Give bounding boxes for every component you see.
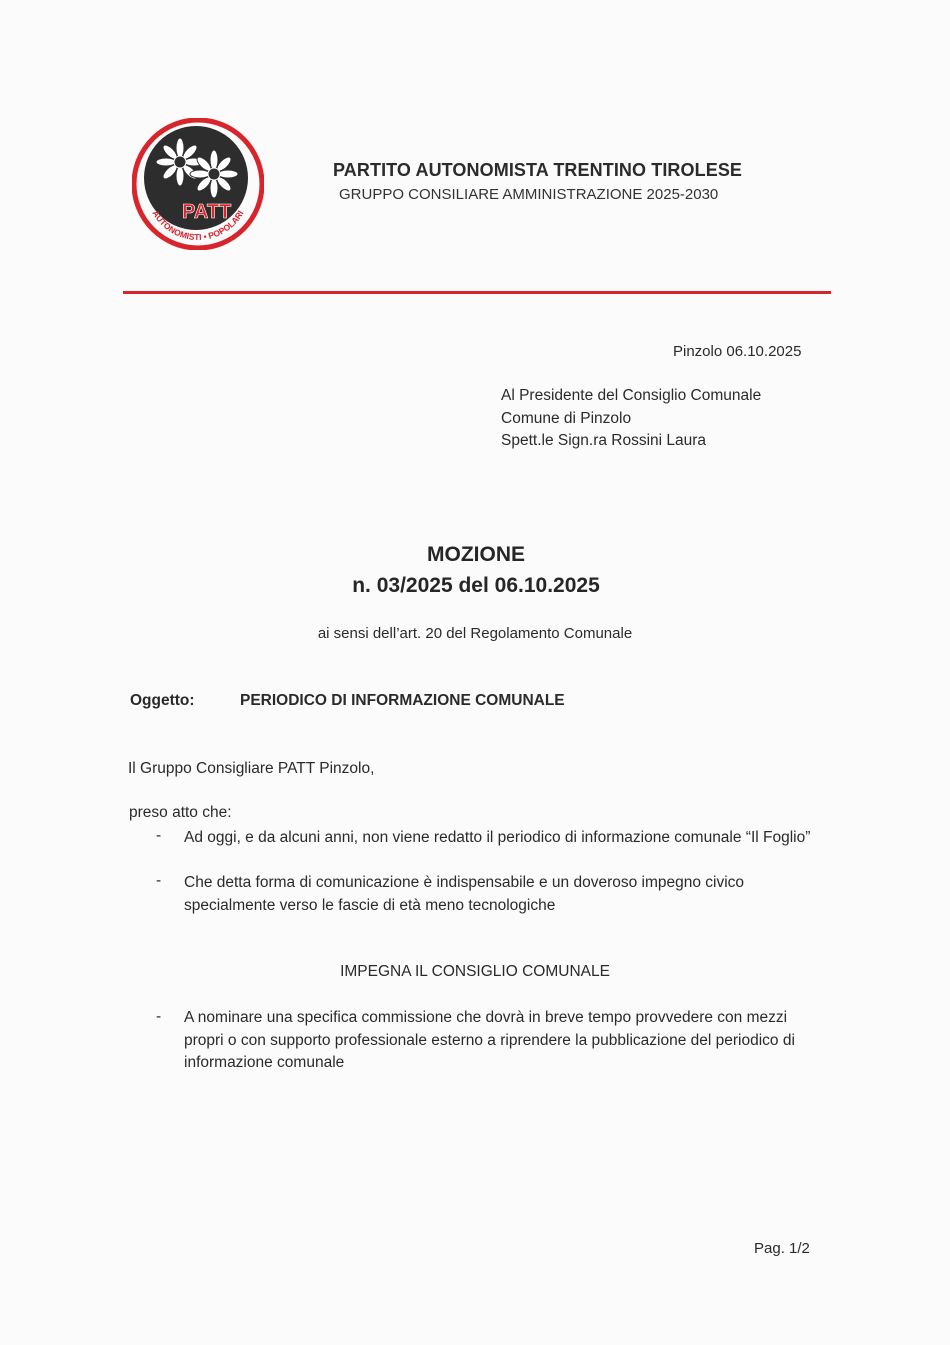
- recipient-line: Spett.le Sign.ra Rossini Laura: [501, 432, 707, 449]
- subject-label: Oggetto:: [130, 692, 195, 709]
- party-name: PARTITO AUTONOMISTA TRENTINO TIROLESE: [333, 160, 743, 180]
- patt-logo: [132, 118, 264, 250]
- intro-text: Il Gruppo Consigliare PATT Pinzolo,: [128, 760, 375, 777]
- commitment-heading: IMPEGNA IL CONSIGLIO COMUNALE: [340, 963, 610, 980]
- preamble-text: preso atto che:: [129, 804, 232, 821]
- motion-number: n. 03/2025 del 06.10.2025: [352, 574, 600, 597]
- group-name: GRUPPO CONSILIARE AMMINISTRAZIONE 2025-2030: [339, 186, 719, 203]
- premise-item: Ad oggi, e da alcuni anni, non viene redatto il periodico di informazione comunale “Il Foglio”: [184, 829, 811, 846]
- header-divider: [123, 291, 831, 294]
- motion-title: MOZIONE: [427, 543, 525, 566]
- bullet-dash: -: [156, 827, 162, 844]
- page-number: Pag. 1/2: [754, 1240, 810, 1257]
- logo-wordmark: PATT: [182, 201, 232, 223]
- subject-value: PERIODICO DI INFORMAZIONE COMUNALE: [240, 692, 565, 709]
- bullet-dash: -: [156, 1008, 162, 1025]
- recipient-line: Al Presidente del Consiglio Comunale: [501, 387, 762, 404]
- recipient-line: Comune di Pinzolo: [501, 410, 632, 427]
- commitment-item: A nominare una specifica commissione che dovrà in breve tempo provvedere con mezzi propri o con supporto professionale esterno a riprendere la pubblicazione del periodico di informazione comunale: [184, 1009, 795, 1071]
- date-line: Pinzolo 06.10.2025: [673, 343, 802, 360]
- premise-item: Che detta forma di comunicazione è indispensabile e un doveroso impegno civico specialmente verso le fascie di età meno tecnologiche: [184, 874, 745, 914]
- bullet-dash: -: [156, 872, 162, 889]
- logo-ring-text: AUTONOMISTI • POPOLARI: [150, 208, 246, 243]
- motion-basis: ai sensi dell’art. 20 del Regolamento Comunale: [317, 625, 633, 642]
